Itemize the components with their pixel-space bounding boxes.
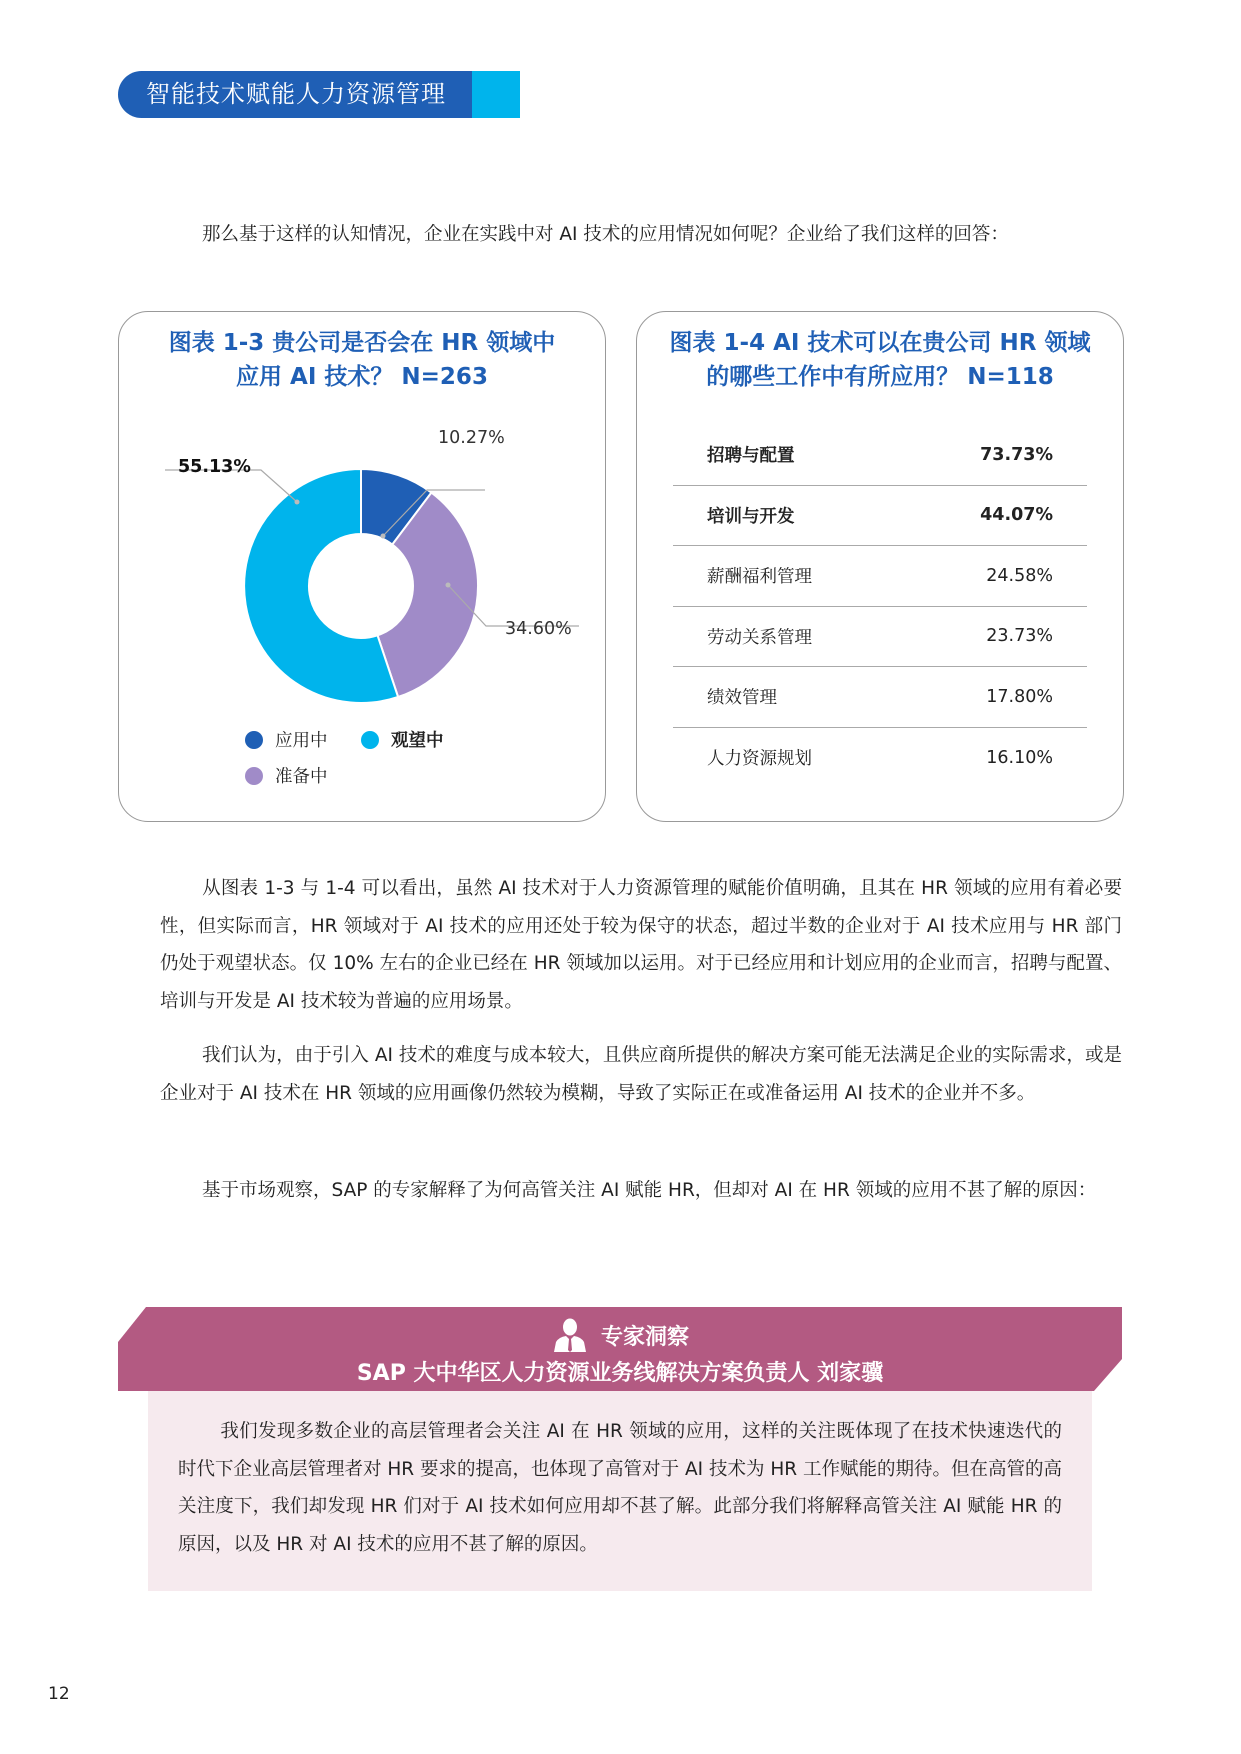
label-applying: 10.27% [438, 428, 505, 448]
table-row [673, 486, 1087, 547]
person-icon [551, 1318, 589, 1352]
application-table [673, 425, 1087, 788]
paragraph-text: 基于市场观察，SAP 的专家解释了为何高管关注 AI 赋能 HR，但却对 AI 在 HR 领域的应用不甚了解的原因： [202, 1180, 1097, 1201]
chart-title-line1: 图表 1-4 AI 技术可以在贵公司 HR 领域 [669, 330, 1091, 356]
legend-label: 观望中 [391, 731, 444, 751]
chart-title-line1: 图表 1-3 贵公司是否会在 HR 领域中 [168, 330, 556, 356]
table-row [673, 546, 1087, 607]
row-value: 17.80% [986, 686, 1053, 707]
row-value: 16.10% [986, 747, 1053, 768]
row-value: 44.07% [980, 505, 1053, 526]
row-label: 人力资源规划 [707, 749, 812, 770]
legend-applying [245, 727, 328, 752]
chart-title-line2: 应用 AI 技术？ N=263 [236, 364, 488, 390]
label-watching: 55.13% [178, 457, 251, 477]
row-label: 薪酬福利管理 [707, 567, 812, 588]
expert-heading-text: 专家洞察 [600, 1324, 689, 1350]
header-accent-block [472, 71, 520, 118]
body-paragraph-1 [160, 870, 1122, 1020]
row-label: 绩效管理 [707, 688, 777, 709]
chart-card-1-3 [118, 311, 606, 822]
legend-label: 准备中 [275, 767, 328, 787]
paragraph-text: 从图表 1-3 与 1-4 可以看出，虽然 AI 技术对于人力资源管理的赋能价值明确，且其在 HR 领域的应用有着必要性，但实际而言，HR 领域对于 AI 技术的应用还处于较为保守的状态，超过半数的企业对于 AI 技术应用与 HR 部门仍处于观望状态。仅 10% 左右的企业已经在 HR 领域加以运用。对于已经应用和计划应用的企业而言，招聘与配置、培训与开发是 AI 技术较为普遍的应用场景。 [160, 878, 1122, 1012]
body-paragraph-3 [160, 1172, 1122, 1210]
legend-label: 应用中 [275, 731, 328, 751]
paragraph-text: 我们认为，由于引入 AI 技术的难度与成本较大，且供应商所提供的解决方案可能无法满足企业的实际需求，或是企业对于 AI 技术在 HR 领域的应用画像仍然较为模糊，导致了实际正在或准备运用 AI 技术的企业并不多。 [160, 1045, 1122, 1104]
table-row [673, 425, 1087, 486]
table-row [673, 728, 1087, 789]
expert-heading [118, 1318, 1122, 1352]
page-number: 12 [48, 1684, 70, 1704]
legend-preparing [245, 763, 328, 788]
section-title: 智能技术赋能人力资源管理 [118, 71, 472, 118]
intro-text: 那么基于这样的认知情况，企业在实践中对 AI 技术的应用情况如何呢？企业给了我们这样的回答： [202, 224, 1009, 245]
table-row [673, 667, 1087, 728]
expert-quote-text: 我们发现多数企业的高层管理者会关注 AI 在 HR 领域的应用，这样的关注既体现了在技术快速迭代的时代下企业高层管理者对 HR 要求的提高，也体现了高管对于 AI 技术为 HR 工作赋能的期待。但在高管的高关注度下，我们却发现 HR 们对于 AI 技术如何应用却不甚了解。此部分我们将解释高管关注 AI 赋能 HR 的原因，以及 HR 对 AI 技术的应用不甚了解的原因。 [178, 1421, 1062, 1555]
row-label: 劳动关系管理 [707, 627, 812, 648]
legend-dot-icon [245, 767, 263, 785]
body-paragraph-2 [160, 1037, 1122, 1112]
table-row [673, 607, 1087, 668]
expert-name-line: SAP 大中华区人力资源业务线解决方案负责人 刘家骥 [356, 1361, 884, 1386]
chart-card-1-4 [636, 311, 1124, 822]
legend-dot-icon [361, 731, 379, 749]
row-value: 73.73% [980, 444, 1053, 465]
legend-dot-icon [245, 731, 263, 749]
legend-watching [361, 727, 444, 752]
section-header-tab [118, 71, 520, 118]
label-preparing: 34.60% [505, 619, 572, 639]
row-label: 培训与开发 [707, 506, 795, 527]
row-label: 招聘与配置 [707, 446, 795, 467]
row-value: 23.73% [986, 626, 1053, 647]
intro-paragraph [160, 216, 1122, 254]
expert-quote [148, 1391, 1092, 1591]
chart-title [637, 326, 1123, 394]
row-value: 24.58% [986, 565, 1053, 586]
chart-title-line2: 的哪些工作中有所应用？ N=118 [706, 364, 1054, 390]
